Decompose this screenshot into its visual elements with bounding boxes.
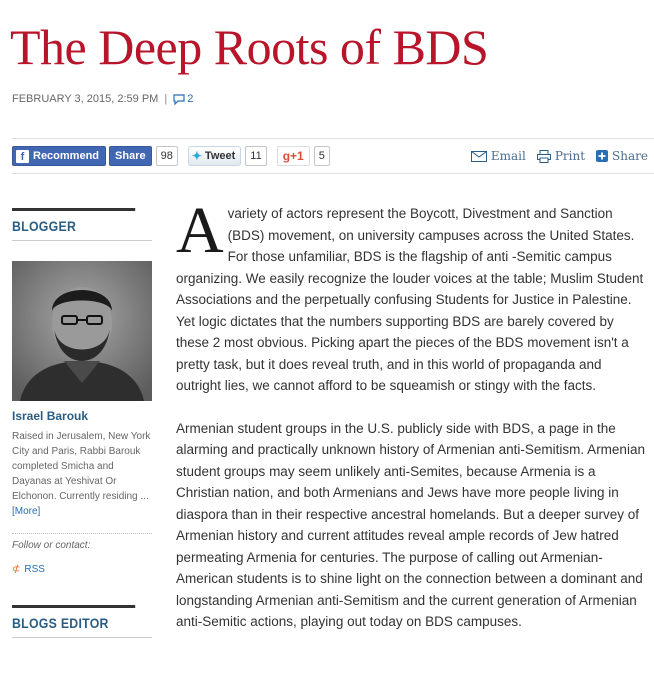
google-plus-count: 5 [314,146,330,166]
facebook-recommend-button[interactable] [12,146,106,166]
article-tools [460,145,648,167]
paragraph-1-text: variety of actors represent the Boycott, Divestment and Sanction (BDS) movement, on university campuses across the United States. For those unfamiliar, BDS is the flagship of anti -Semitic campus organizing. We easily recognize the louder voices at the table; Muslim Student Associations and the perpetually confusing Students for Justice in Palestine. Yet logic dictates that the numbers supporting BDS are barely covered by these 2 most obvious. Picking apart the pieces of the BDS movement isn't a pretty task, but it does reveal truth, and in this world of propaganda and outright lies, we cannot afford to be squeamish or stingy with the facts. [176,206,644,393]
blogs-editor-heading: BLOGS EDITOR [12,605,135,631]
author-bio [12,429,152,519]
heading-underline [12,637,152,638]
print-button[interactable] [537,149,585,163]
meta-separator: | [164,93,168,105]
publish-date: FEBRUARY 3, 2015, 2:59 PM [12,93,159,105]
article-paragraph [176,194,648,397]
sidebar [12,208,152,638]
facebook-icon: f [16,150,29,163]
article-meta [12,93,193,105]
share-bar [12,145,654,167]
share-tool-label: Share [612,149,648,163]
envelope-icon [471,151,487,162]
facebook-count: 98 [156,146,178,166]
author-photo[interactable] [12,261,152,401]
printer-icon [537,150,551,163]
more-link[interactable]: [More] [12,506,41,517]
email-label: Email [490,149,526,163]
follow-label: Follow or contact: [12,533,152,551]
rss-link[interactable] [12,564,152,575]
heading-underline [12,240,152,241]
recommend-label: Recommend [33,150,100,162]
article-title: The Deep Roots of BDS [10,19,489,75]
tweet-count: 11 [245,146,266,166]
article-paragraph: Armenian student groups in the U.S. publicly side with BDS, a page in the alarming and practically unknown history of Armenian anti-Semitism. Armenian student groups may seem unlikely anti-Semites, because Armenia is a Christian nation, and both Armenians and Jews have more people living in diaspora than in their respective ancestral homelands. But a deeper survey of Armenian history and current attitudes reveal ample records of Jew hatred permeating Armenia for centuries. The purpose of calling out Armenian-American students is to shine light on the connection between a dominant and longstanding Armenian anti-Semitism and the current generation of Armenian anti-Semitic actions, playing out today on BDS campuses. [176,420,645,629]
drop-cap: A [176,194,224,267]
comments-link[interactable] [173,93,193,105]
email-button[interactable] [471,149,526,163]
comment-icon [173,94,185,105]
print-label: Print [554,149,586,163]
google-plus-button[interactable]: g+1 [277,146,310,166]
author-portrait [12,261,152,401]
facebook-share-button[interactable]: Share [109,146,152,166]
divider [12,138,654,139]
author-bio-text: Raised in Jerusalem, New York City and Paris, Rabbi Barouk completed Smicha and Dayanas at Yeshivat Or Elchonon. Currently residing ... [12,431,151,502]
rss-icon: ⊄ [12,564,21,575]
share-tool-button[interactable] [596,149,648,163]
tweet-button[interactable] [188,146,241,166]
rss-label: RSS [24,564,45,575]
comment-count: 2 [187,93,194,105]
blogger-heading: BLOGGER [12,208,135,234]
author-name[interactable]: Israel Barouk [12,409,89,423]
article-body [176,194,648,654]
tweet-label: Tweet [204,150,236,162]
divider [12,173,654,174]
twitter-bird-icon: ✦ [191,149,202,163]
plus-icon [596,150,608,162]
